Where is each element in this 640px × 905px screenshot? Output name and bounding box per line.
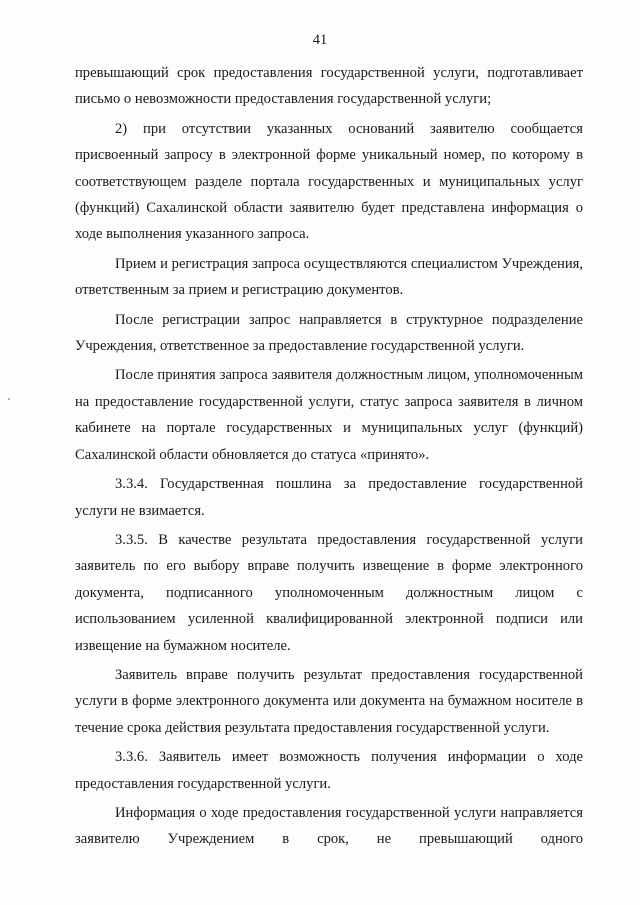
paragraph-result-receipt: Заявитель вправе получить результат предоставления государственной услуги в форме электронного документа или документа на бумажном носителе в течение срока действия результата предоставления государственной услуги. xyxy=(75,666,583,736)
paragraph-3-3-6: 3.3.6. Заявитель имеет возможность получения информации о ходе предоставления государственной услуги. xyxy=(75,749,583,792)
document-body xyxy=(75,60,583,853)
paragraph-status-update: После принятия запроса заявителя должностным лицом, уполномоченным на предоставление государственной услуги, статус запроса заявителя в личном кабинете на портале государственных и муниципальных услуг (функций) Сахалинской области обновляется до статуса «принято». xyxy=(75,367,583,463)
page-number: 41 xyxy=(312,32,328,48)
paragraph-item-2: 2) при отсутствии указанных оснований заявителю сообщается присвоенный запросу в электронной форме уникальный номер, по которому в соответствующем разделе портала государственных и муниципальных услуг (функций) Сахалинской области заявителю будет представлена информация о ходе выполнения указанного запроса. xyxy=(75,120,583,243)
paragraph-information-notice: Информация о ходе предоставления государственной услуги направляется заявителю Учреждением в срок, не превышающий одного xyxy=(75,804,583,848)
paragraph-registration: Прием и регистрация запроса осуществляются специалистом Учреждения, ответственным за прием и регистрацию документов. xyxy=(75,255,583,299)
paragraph-3-3-5: 3.3.5. В качестве результата предоставления государственной услуги заявитель по его выбору вправе получить извещение в форме электронного документа, подписанного уполномоченным должностным лицом с использованием усиленной квалифицированной электронной подписи или извещение на бумажном носителе. xyxy=(75,531,583,654)
paragraph-continuation: превышающий срок предоставления государственной услуги, подготавливает письмо о невозможности предоставления государственной услуги; xyxy=(75,65,583,108)
scan-artifact xyxy=(8,398,10,400)
paragraph-after-registration: После регистрации запрос направляется в структурное подразделение Учреждения, ответственное за предоставление государственной услуги. xyxy=(75,311,583,355)
paragraph-3-3-4: 3.3.4. Государственная пошлина за предоставление государственной услуги не взимается. xyxy=(75,476,583,519)
